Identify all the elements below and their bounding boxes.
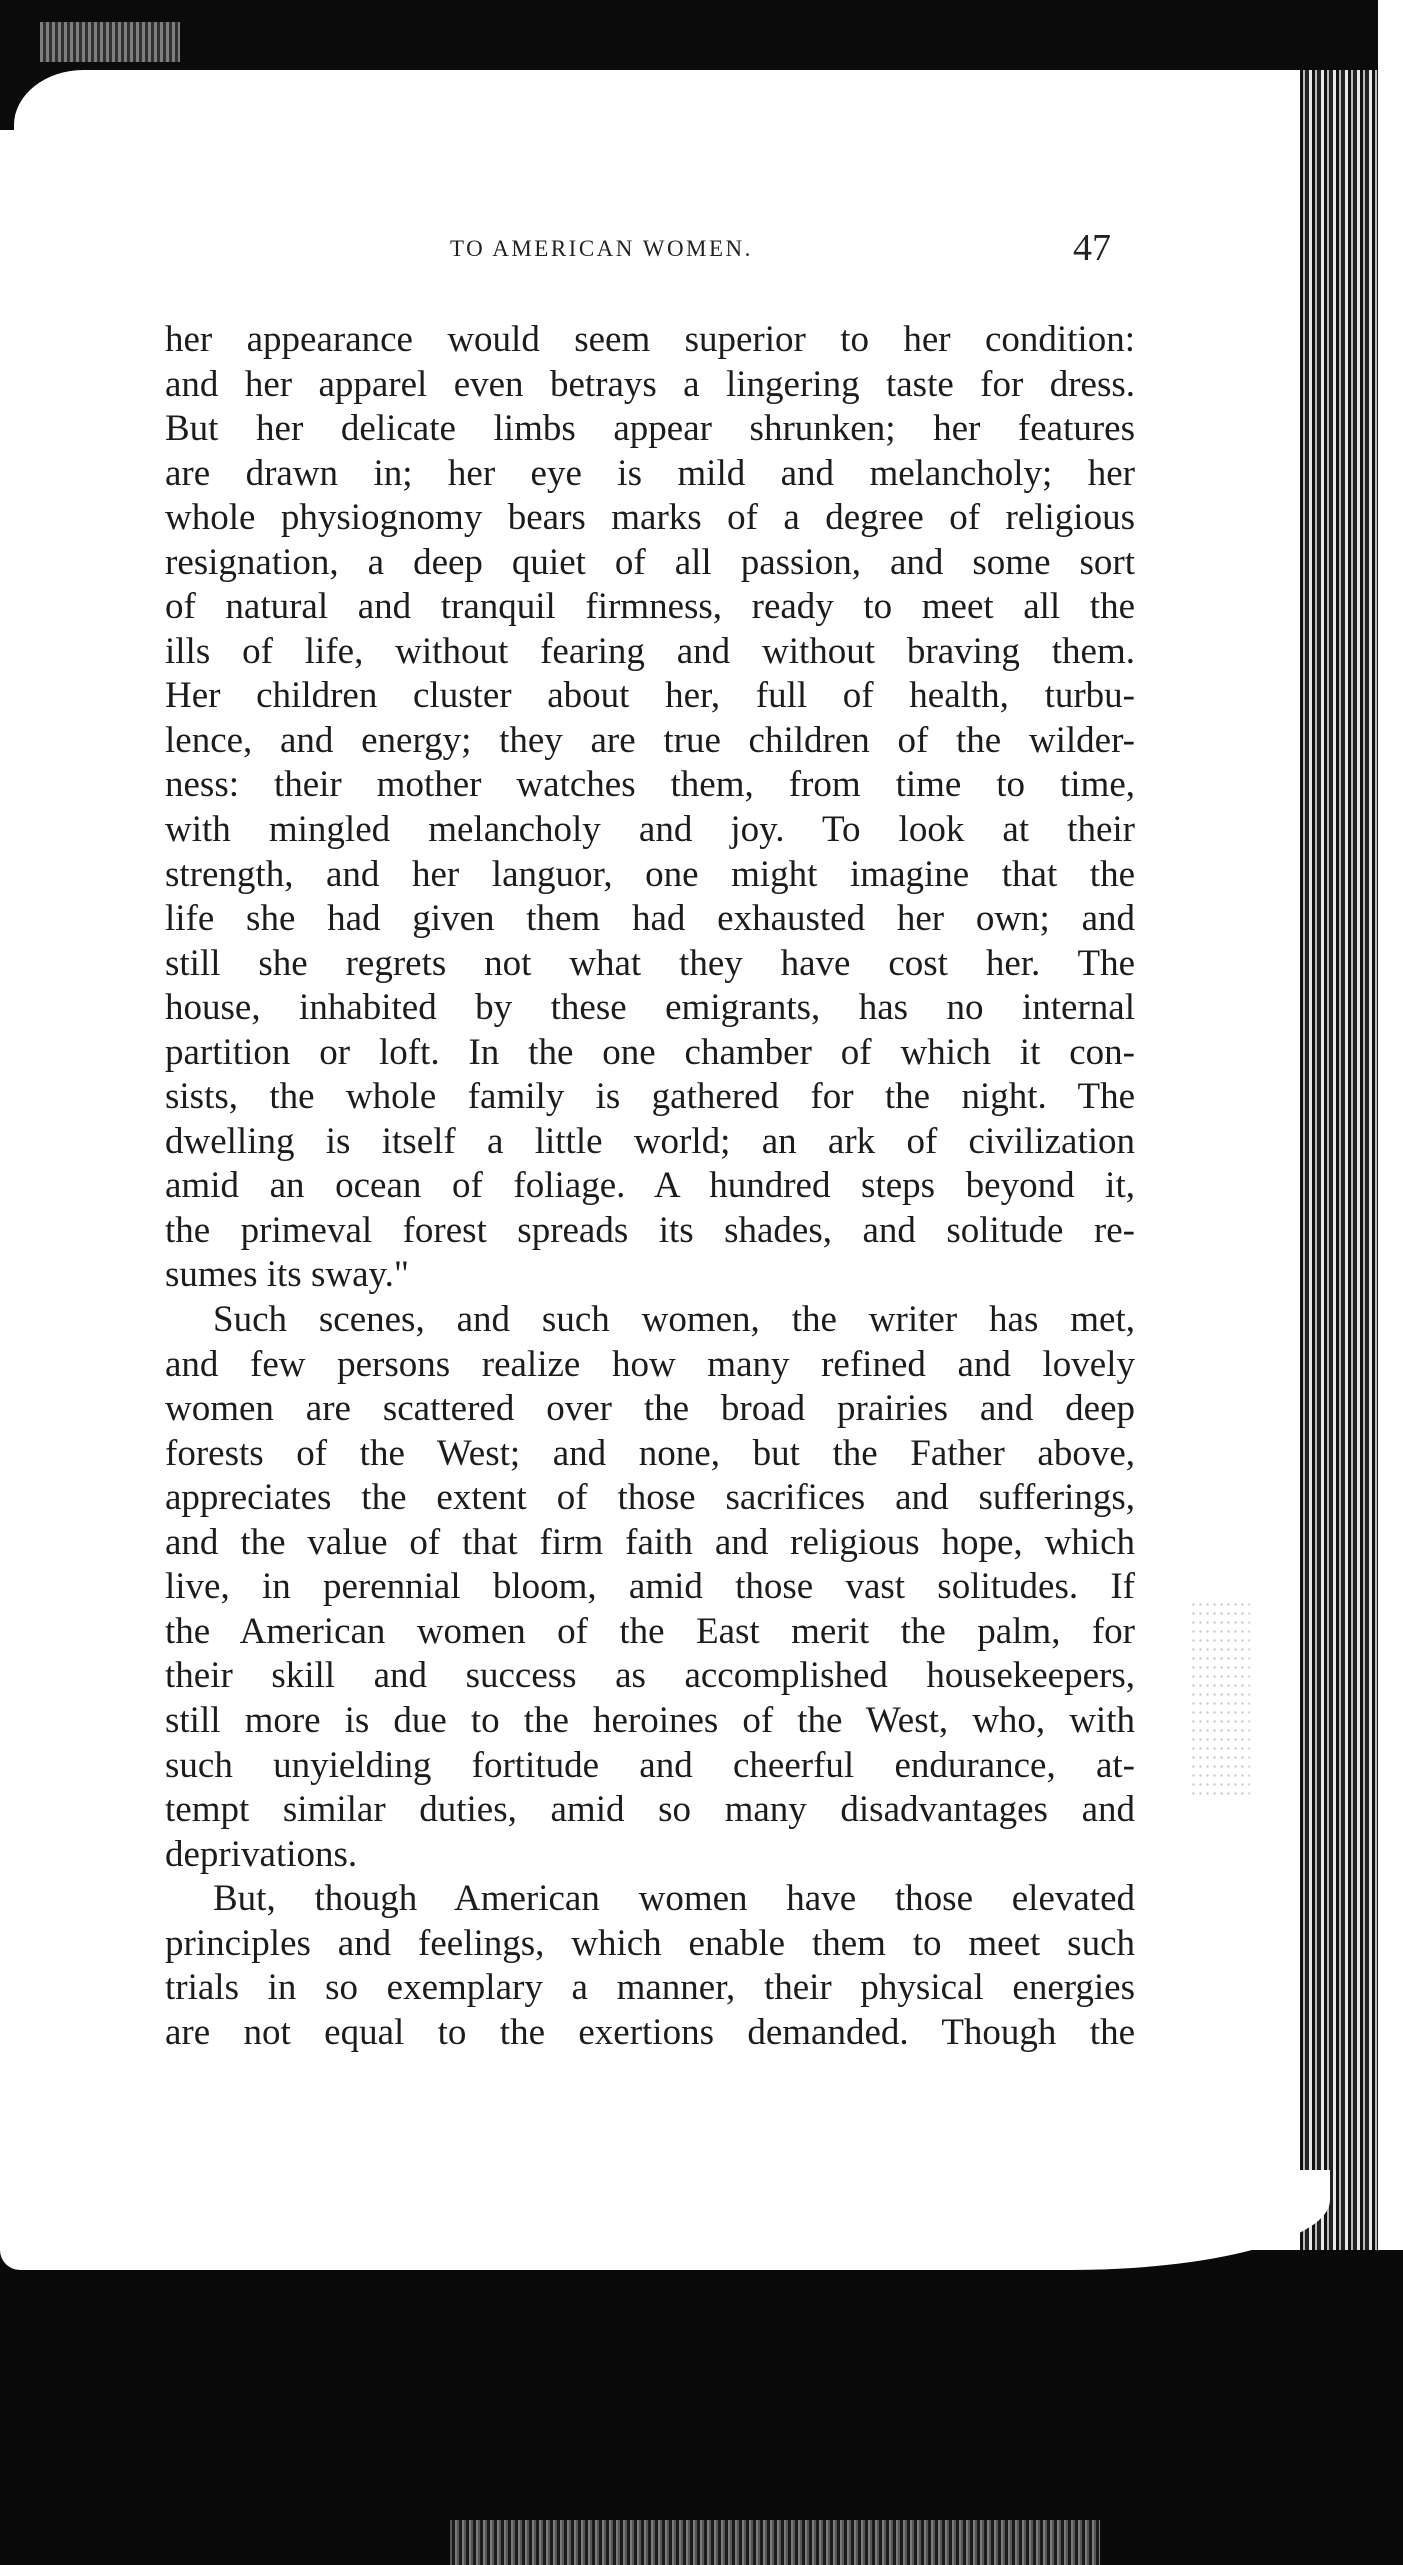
paragraph (165, 1298, 1135, 1877)
text-line: strength, and her languor, one might imagine that the (165, 853, 1135, 895)
text-line: ness: their mother watches them, from time to time, (165, 764, 1135, 806)
text-line: lence, and energy; they are true children of the wilder- (165, 719, 1135, 761)
text-line: and few persons realize how many refined and lovely (165, 1343, 1135, 1385)
text-line: trials in so exemplary a manner, their physical energies (165, 1967, 1135, 2009)
text-line: appreciates the extent of those sacrifices and sufferings, (165, 1477, 1135, 1519)
text-line: amid an ocean of foliage. A hundred steps beyond it, (165, 1165, 1135, 1207)
text-line: But, though American women have those elevated (213, 1878, 1135, 1920)
text-line: the primeval forest spreads its shades, and solitude re- (165, 1209, 1135, 1251)
text-line: ills of life, without fearing and without braving them. (165, 630, 1135, 672)
text-line: and her apparel even betrays a lingering taste for dress. (165, 363, 1135, 405)
text-line: such unyielding fortitude and cheerful endurance, at- (165, 1744, 1135, 1786)
text-line: Such scenes, and such women, the writer has met, (213, 1299, 1135, 1341)
page-number: 47 (1073, 227, 1111, 269)
text-line: are not equal to the exertions demanded. Though the (165, 2011, 1135, 2053)
text-line: deprivations. (165, 1833, 358, 1875)
text-line: sists, the whole family is gathered for the night. The (165, 1076, 1135, 1118)
text-line: still more is due to the heroines of the West, who, with (165, 1699, 1135, 1741)
paragraph (165, 318, 1135, 1298)
text-line: still she regrets not what they have cost her. The (165, 942, 1135, 984)
text-line: partition or loft. In the one chamber of which it con- (165, 1031, 1135, 1073)
text-line: life she had given them had exhausted her own; and (165, 898, 1135, 940)
text-line: sumes its sway." (165, 1254, 409, 1296)
text-line: forests of the West; and none, but the Father above, (165, 1432, 1135, 1474)
text-line: Her children cluster about her, full of health, turbu- (165, 675, 1135, 717)
text-line: resignation, a deep quiet of all passion, and some sort (165, 541, 1135, 583)
text-line: principles and feelings, which enable them to meet such (165, 1922, 1135, 1964)
text-line: of natural and tranquil firmness, ready to meet all the (165, 586, 1135, 628)
text-line: are drawn in; her eye is mild and melancholy; her (165, 452, 1135, 494)
text-line: dwelling is itself a little world; an ark of civilization (165, 1120, 1135, 1162)
running-title: TO AMERICAN WOMEN. (450, 236, 753, 261)
text-line: tempt similar duties, amid so many disadvantages and (165, 1789, 1135, 1831)
body-text (165, 318, 1135, 2055)
text-line: her appearance would seem superior to her condition: (165, 319, 1135, 360)
text-line: live, in perennial bloom, amid those vast solitudes. If (165, 1566, 1135, 1608)
text-line: But her delicate limbs appear shrunken; her features (165, 408, 1135, 450)
text-line: with mingled melancholy and joy. To look at their (165, 809, 1135, 851)
text-line: whole physiognomy bears marks of a degree of religious (165, 497, 1135, 539)
text-line: house, inhabited by these emigrants, has no internal (165, 987, 1135, 1029)
text-line: and the value of that firm faith and religious hope, which (165, 1521, 1135, 1563)
text-line: the American women of the East merit the palm, for (165, 1610, 1135, 1652)
text-line: their skill and success as accomplished housekeepers, (165, 1655, 1135, 1697)
paragraph (165, 1877, 1135, 2055)
text-line: women are scattered over the broad prairies and deep (165, 1388, 1135, 1430)
